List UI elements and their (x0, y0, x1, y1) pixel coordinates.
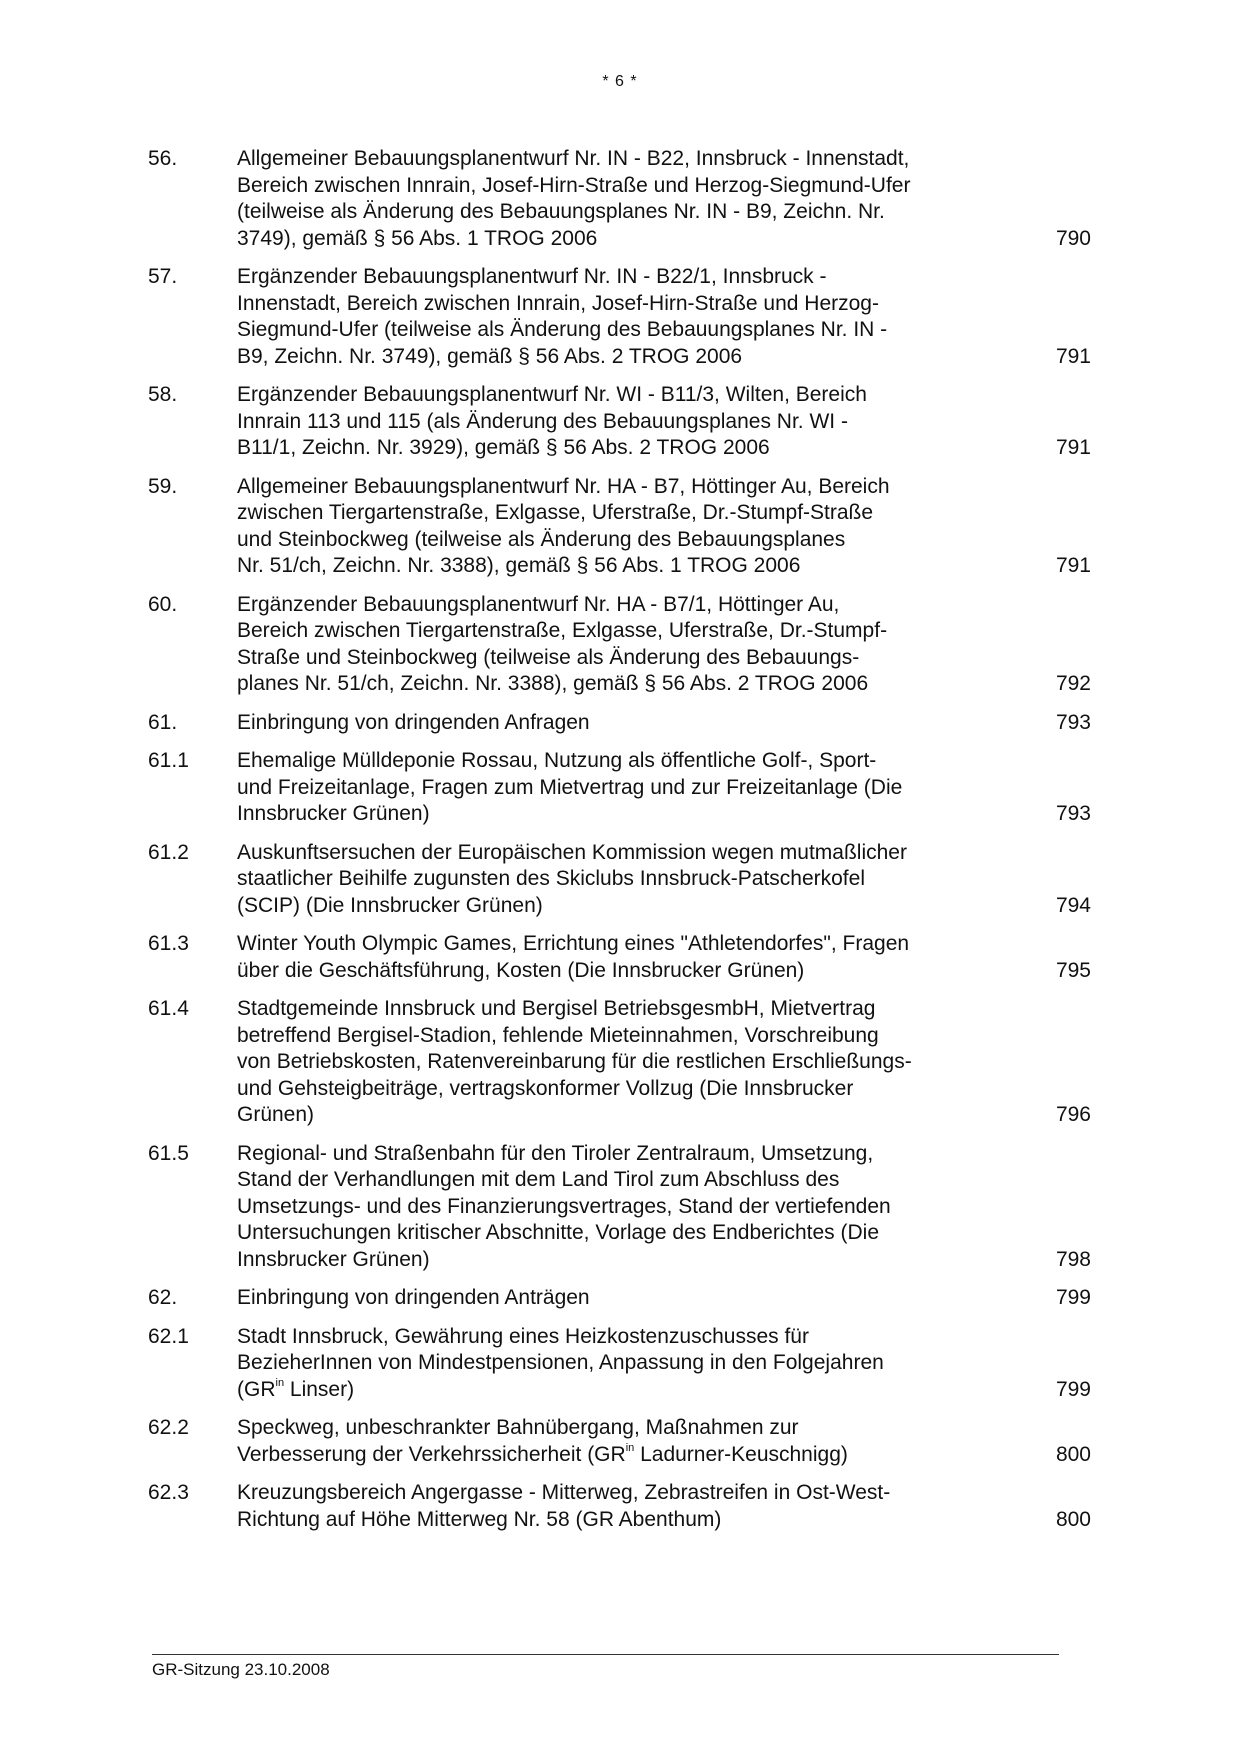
toc-entry-title-line: und Freizeitanlage, Fragen zum Mietvertrag und zur Freizeitanlage (Die (237, 775, 903, 799)
toc-entry-title-line: Innenstadt, Bereich zwischen Innrain, Josef-Hirn-Straße und Herzog- (237, 291, 879, 315)
toc-entry-page-number: 798 (1055, 1247, 1091, 1271)
toc-entry-page-number: 794 (1055, 893, 1091, 917)
toc-entry-title-line: (SCIP) (Die Innsbrucker Grünen) (237, 893, 543, 917)
toc-entry-page-number: 791 (1055, 554, 1091, 577)
toc-entry-number: 61.5 (148, 1141, 189, 1165)
toc-entry-page-number: 791 (1055, 436, 1091, 459)
footer-session-date: GR-Sitzung 23.10.2008 (152, 1660, 330, 1679)
toc-entry-number: 62. (148, 1286, 178, 1309)
toc-entry-title-line: Winter Youth Olympic Games, Errichtung eines "Athletendorfes", Fragen (237, 932, 910, 955)
toc-entry-number: 61.3 (148, 932, 189, 955)
toc-entry-title-line: Regional- und Straßenbahn für den Tiroler Zentralraum, Umsetzung, (237, 1141, 874, 1165)
toc-entry-title-line: Einbringung von dringenden Anträgen (237, 1286, 590, 1309)
toc-entry-title (237, 748, 994, 828)
toc-entry-title (237, 840, 994, 920)
toc-entry-page-number: 796 (1055, 1103, 1091, 1126)
toc-entry-title-line: staatlicher Beihilfe zugunsten des Skiclubs Innsbruck-Patscherkofel (237, 867, 865, 890)
toc-entry (148, 592, 1098, 698)
toc-entry-number: 62.2 (148, 1416, 189, 1439)
toc-entry-title-line: (teilweise als Änderung des Bebauungsplanes Nr. IN - B9, Zeichn. Nr. (237, 200, 885, 223)
toc-entry-title-line: Auskunftsersuchen der Europäischen Kommission wegen mutmaßlicher (237, 840, 907, 864)
page-number: * 6 * (602, 73, 638, 90)
toc-entry (148, 996, 1098, 1129)
toc-entry-title-line: Innsbrucker Grünen) (237, 802, 430, 825)
toc-entry-title-line: über die Geschäftsführung, Kosten (Die Innsbrucker Grünen) (237, 958, 805, 982)
toc-entry (148, 382, 1098, 462)
toc-entry-title-line: Ergänzender Bebauungsplanentwurf Nr. IN - B22/1, Innsbruck - (237, 265, 827, 288)
toc-entry-title-line: Straße und Steinbockweg (teilweise als Änderung des Bebauungs- (237, 645, 860, 669)
toc-entry-page-number: 793 (1055, 710, 1091, 734)
toc-entry-title-line (237, 1442, 994, 1469)
title-text-segment: Linser) (284, 1377, 355, 1401)
toc-entry-title-line: Ergänzender Bebauungsplanentwurf Nr. HA - B7/1, Höttinger Au, (237, 592, 840, 616)
toc-entry (148, 264, 1098, 370)
toc-entry-number: 58. (148, 383, 178, 406)
toc-entry-title (237, 264, 994, 370)
toc-entry-title-line: planes Nr. 51/ch, Zeichn. Nr. 3388), gemäß § 56 Abs. 2 TROG 2006 (237, 672, 869, 695)
toc-entry (148, 840, 1098, 920)
toc-entry-title (237, 592, 994, 698)
toc-entry-title-line: Bereich zwischen Tiergartenstraße, Exlgasse, Uferstraße, Dr.-Stumpf- (237, 619, 888, 642)
toc-entry-title-line: Allgemeiner Bebauungsplanentwurf Nr. IN - B22, Innsbruck - Innenstadt, (237, 147, 910, 170)
toc-entry-title-line: 3749), gemäß § 56 Abs. 1 TROG 2006 (237, 226, 598, 250)
toc-entry-number: 61. (148, 710, 178, 734)
toc-entry-title (237, 146, 994, 252)
toc-entry-title-line: Speckweg, unbeschrankter Bahnübergang, Maßnahmen zur (237, 1416, 799, 1439)
toc-entry-page-number: 800 (1055, 1507, 1091, 1531)
toc-entry-title-line: B11/1, Zeichn. Nr. 3929), gemäß § 56 Abs. 2 TROG 2006 (237, 436, 770, 459)
toc-entry-number: 59. (148, 474, 178, 498)
toc-entry-page-number: 800 (1055, 1442, 1091, 1466)
toc-entry-title-line: Stadt Innsbruck, Gewährung eines Heizkostenzuschusses für (237, 1324, 809, 1348)
toc-entry-title-line: betreffend Bergisel-Stadion, fehlende Mieteinnahmen, Vorschreibung (237, 1023, 879, 1047)
toc-entry-title-line: Innsbrucker Grünen) (237, 1247, 430, 1271)
title-text-segment: (GR (237, 1377, 276, 1401)
toc-entry-title-line: Siegmund-Ufer (teilweise als Änderung des Bebauungsplanes Nr. IN - (237, 318, 888, 341)
title-superscript: in (275, 1376, 285, 1389)
toc-entry-title-line: Ehemalige Mülldeponie Rossau, Nutzung als öffentliche Golf-, Sport- (237, 749, 877, 772)
toc-entry-title (237, 1480, 994, 1533)
toc-entry-title (237, 1285, 994, 1312)
toc-entry-number: 60. (148, 592, 178, 616)
toc-entry-title (237, 1415, 994, 1468)
toc-entry-title (237, 1141, 994, 1274)
toc-entry (148, 1285, 1098, 1312)
toc-entry-title-line: Bereich zwischen Innrain, Josef-Hirn-Straße und Herzog-Siegmund-Ufer (237, 173, 911, 197)
toc-entry-title-line: Ergänzender Bebauungsplanentwurf Nr. WI - B11/3, Wilten, Bereich (237, 383, 867, 406)
footer-divider (152, 1654, 1059, 1655)
toc-entry-number: 61.1 (148, 749, 189, 772)
toc-entry-title-line: Kreuzungsbereich Angergasse - Mitterweg, Zebrastreifen in Ost-West- (237, 1481, 891, 1504)
toc-entry-page-number: 793 (1055, 802, 1091, 825)
toc-entry-title (237, 931, 994, 984)
title-superscript: in (625, 1441, 635, 1454)
toc-entry-title-line: Grünen) (237, 1103, 315, 1126)
toc-entry-title (237, 996, 994, 1129)
toc-entry-title-line: BezieherInnen von Mindestpensionen, Anpassung in den Folgejahren (237, 1351, 884, 1374)
toc-entry-title-line: Stadtgemeinde Innsbruck und Bergisel BetriebsgesmbH, Mietvertrag (237, 997, 876, 1020)
toc-entry-title-line: Untersuchungen kritischer Abschnitte, Vorlage des Endberichtes (Die (237, 1221, 880, 1244)
toc-entry-title-line: zwischen Tiergartenstraße, Exlgasse, Uferstraße, Dr.-Stumpf-Straße (237, 501, 874, 524)
toc-entry (148, 1141, 1098, 1274)
toc-entry-title (237, 710, 994, 737)
toc-entry-number: 62.3 (148, 1481, 189, 1504)
toc-entry-title-line: Nr. 51/ch, Zeichn. Nr. 3388), gemäß § 56 Abs. 1 TROG 2006 (237, 554, 801, 577)
toc-entry-title (237, 474, 994, 580)
toc-entry-number: 57. (148, 265, 178, 288)
toc-entry-title-line: Innrain 113 und 115 (als Änderung des Bebauungsplanes Nr. WI - (237, 409, 848, 433)
toc-entry-title-line: Allgemeiner Bebauungsplanentwurf Nr. HA - B7, Höttinger Au, Bereich (237, 474, 890, 498)
toc-entry (148, 474, 1098, 580)
toc-entry-number: 62.1 (148, 1324, 189, 1348)
toc-entry-page-number: 799 (1055, 1377, 1091, 1401)
toc-entry-title-line: Einbringung von dringenden Anfragen (237, 710, 590, 734)
toc-entry-number: 61.4 (148, 997, 189, 1020)
toc-entry (148, 1415, 1098, 1468)
toc-entry (148, 146, 1098, 252)
toc-entry-title-line (237, 1377, 994, 1404)
toc-entry (148, 1324, 1098, 1404)
toc-entry-number: 56. (148, 147, 178, 170)
toc-entry-title-line: und Gehsteigbeiträge, vertragskonformer Vollzug (Die Innsbrucker (237, 1076, 854, 1100)
toc-entry-title-line: von Betriebskosten, Ratenvereinbarung für die restlichen Erschließungs- (237, 1050, 912, 1073)
toc-entry-page-number: 792 (1055, 672, 1091, 695)
toc-entry-page-number: 799 (1055, 1286, 1091, 1309)
toc-entry-page-number: 795 (1055, 958, 1091, 982)
toc-entry-title-line: Richtung auf Höhe Mitterweg Nr. 58 (GR Abenthum) (237, 1507, 722, 1531)
toc-entry-title (237, 382, 994, 462)
toc-entry-title-line: B9, Zeichn. Nr. 3749), gemäß § 56 Abs. 2 TROG 2006 (237, 344, 743, 368)
toc-entry (148, 748, 1098, 828)
toc-entry (148, 1480, 1098, 1533)
title-text-segment: Verbesserung der Verkehrssicherheit (GR (237, 1442, 626, 1466)
toc-entry-page-number: 790 (1055, 226, 1091, 250)
table-of-contents (148, 146, 1098, 1545)
toc-entry-title-line: Umsetzungs- und des Finanzierungsvertrages, Stand der vertiefenden (237, 1194, 891, 1218)
toc-entry-number: 61.2 (148, 840, 189, 864)
toc-entry-title-line: Stand der Verhandlungen mit dem Land Tirol zum Abschluss des (237, 1168, 840, 1191)
title-text-segment: Ladurner-Keuschnigg) (634, 1442, 848, 1466)
toc-entry-title-line: und Steinbockweg (teilweise als Änderung des Bebauungsplanes (237, 527, 846, 551)
toc-entry-page-number: 791 (1055, 344, 1091, 368)
toc-entry (148, 931, 1098, 984)
toc-entry (148, 710, 1098, 737)
toc-entry-title (237, 1324, 994, 1404)
